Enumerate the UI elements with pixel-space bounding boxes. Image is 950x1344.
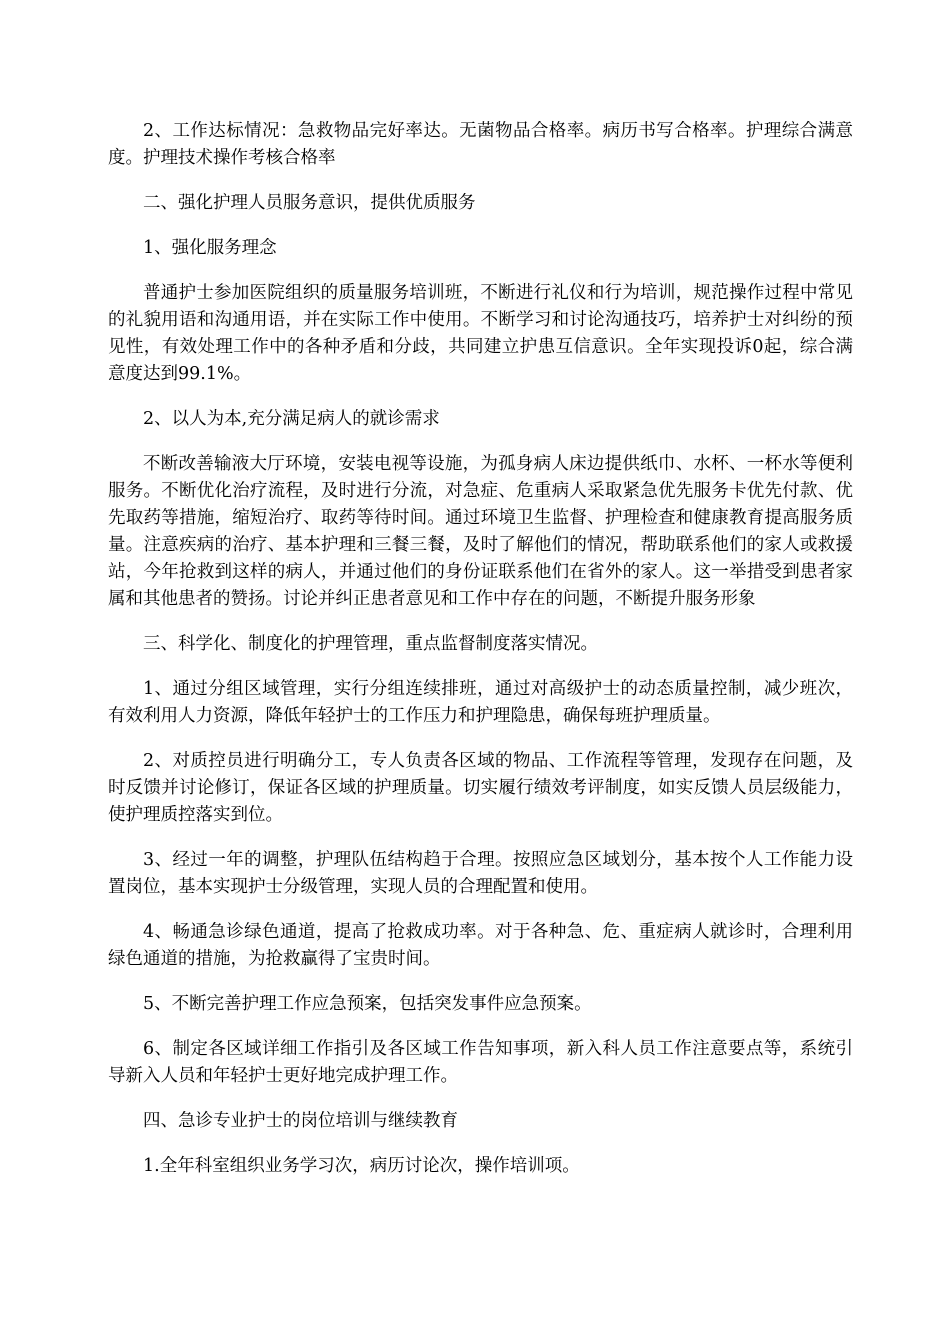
paragraph-green-channel: 4、畅通急诊绿色通道，提高了抢救成功率。对于各种急、危、重症病人就诊时，合理利用绿色通道的措施，为抢救赢得了宝贵时间。 — [108, 922, 853, 969]
subheading-patient-centered: 2、以人为本,充分满足病人的就诊需求 — [143, 409, 440, 429]
subheading-service-concept: 1、强化服务理念 — [143, 238, 277, 258]
paragraph-quality-control: 2、对质控员进行明确分工，专人负责各区域的物品、工作流程等管理，发现存在问题，及时反馈并讨论修订，保证各区域的护理质量。切实履行绩效考评制度，如实反馈人员层级能力，使护理质控落实到位。 — [108, 751, 853, 825]
paragraph-patient-services: 不断改善输液大厅环境，安装电视等设施，为孤身病人床边提供纸巾、水杯、一杯水等便利服务。不断优化治疗流程，及时进行分流，对急症、危重病人采取紧急优先服务卡优先付款、优先取药等措施，缩短治疗、取药等待时间。通过环境卫生监督、护理检查和健康教育提高服务质量。注意疾病的治疗、基本护理和三餐三餐，及时了解他们的情况，帮助联系他们的家人或救援站，今年抢救到这样的病人，并通过他们的身份证联系他们在省外的家人。这一举措受到患者家属和其他患者的赞扬。讨论并纠正患者意见和工作中存在的问题，不断提升服务形象 — [108, 454, 853, 609]
paragraph-emergency-plans: 5、不断完善护理工作应急预案，包括突发事件应急预案。 — [143, 994, 592, 1014]
section-heading-service-awareness: 二、强化护理人员服务意识，提供优质服务 — [143, 193, 476, 213]
paragraph-group-management: 1、通过分组区域管理，实行分组连续排班，通过对高级护士的动态质量控制，减少班次，有效利用人力资源，降低年轻护士的工作压力和护理隐患，确保每班护理质量。 — [108, 679, 853, 726]
section-heading-training-education: 四、急诊专业护士的岗位培训与继续教育 — [143, 1111, 458, 1131]
paragraph-service-training: 普通护士参加医院组织的质量服务培训班，不断进行礼仪和行为培训，规范操作过程中常见的礼貌用语和沟通用语，并在实际工作中使用。不断学习和讨论沟通技巧，培养护士对纠纷的预见性，有效处理工作中的各种矛盾和分歧，共同建立护患互信意识。全年实现投诉0起，综合满意度达到99.1%。 — [108, 283, 853, 384]
document-page — [108, 118, 853, 1198]
section-heading-nursing-management: 三、科学化、制度化的护理管理，重点监督制度落实情况。 — [143, 634, 598, 654]
paragraph-team-structure: 3、经过一年的调整，护理队伍结构趋于合理。按照应急区域划分，基本按个人工作能力设置岗位，基本实现护士分级管理，实现人员的合理配置和使用。 — [108, 850, 853, 897]
paragraph-work-guidelines: 6、制定各区域详细工作指引及各区域工作告知事项，新入科人员工作注意要点等，系统引导新入人员和年轻护士更好地完成护理工作。 — [108, 1039, 853, 1086]
paragraph-annual-study: 1.全年科室组织业务学习次，病历讨论次，操作培训项。 — [143, 1156, 580, 1176]
paragraph-performance-standards: 2、工作达标情况：急救物品完好率达。无菌物品合格率。病历书写合格率。护理综合满意度。护理技术操作考核合格率 — [108, 121, 853, 168]
